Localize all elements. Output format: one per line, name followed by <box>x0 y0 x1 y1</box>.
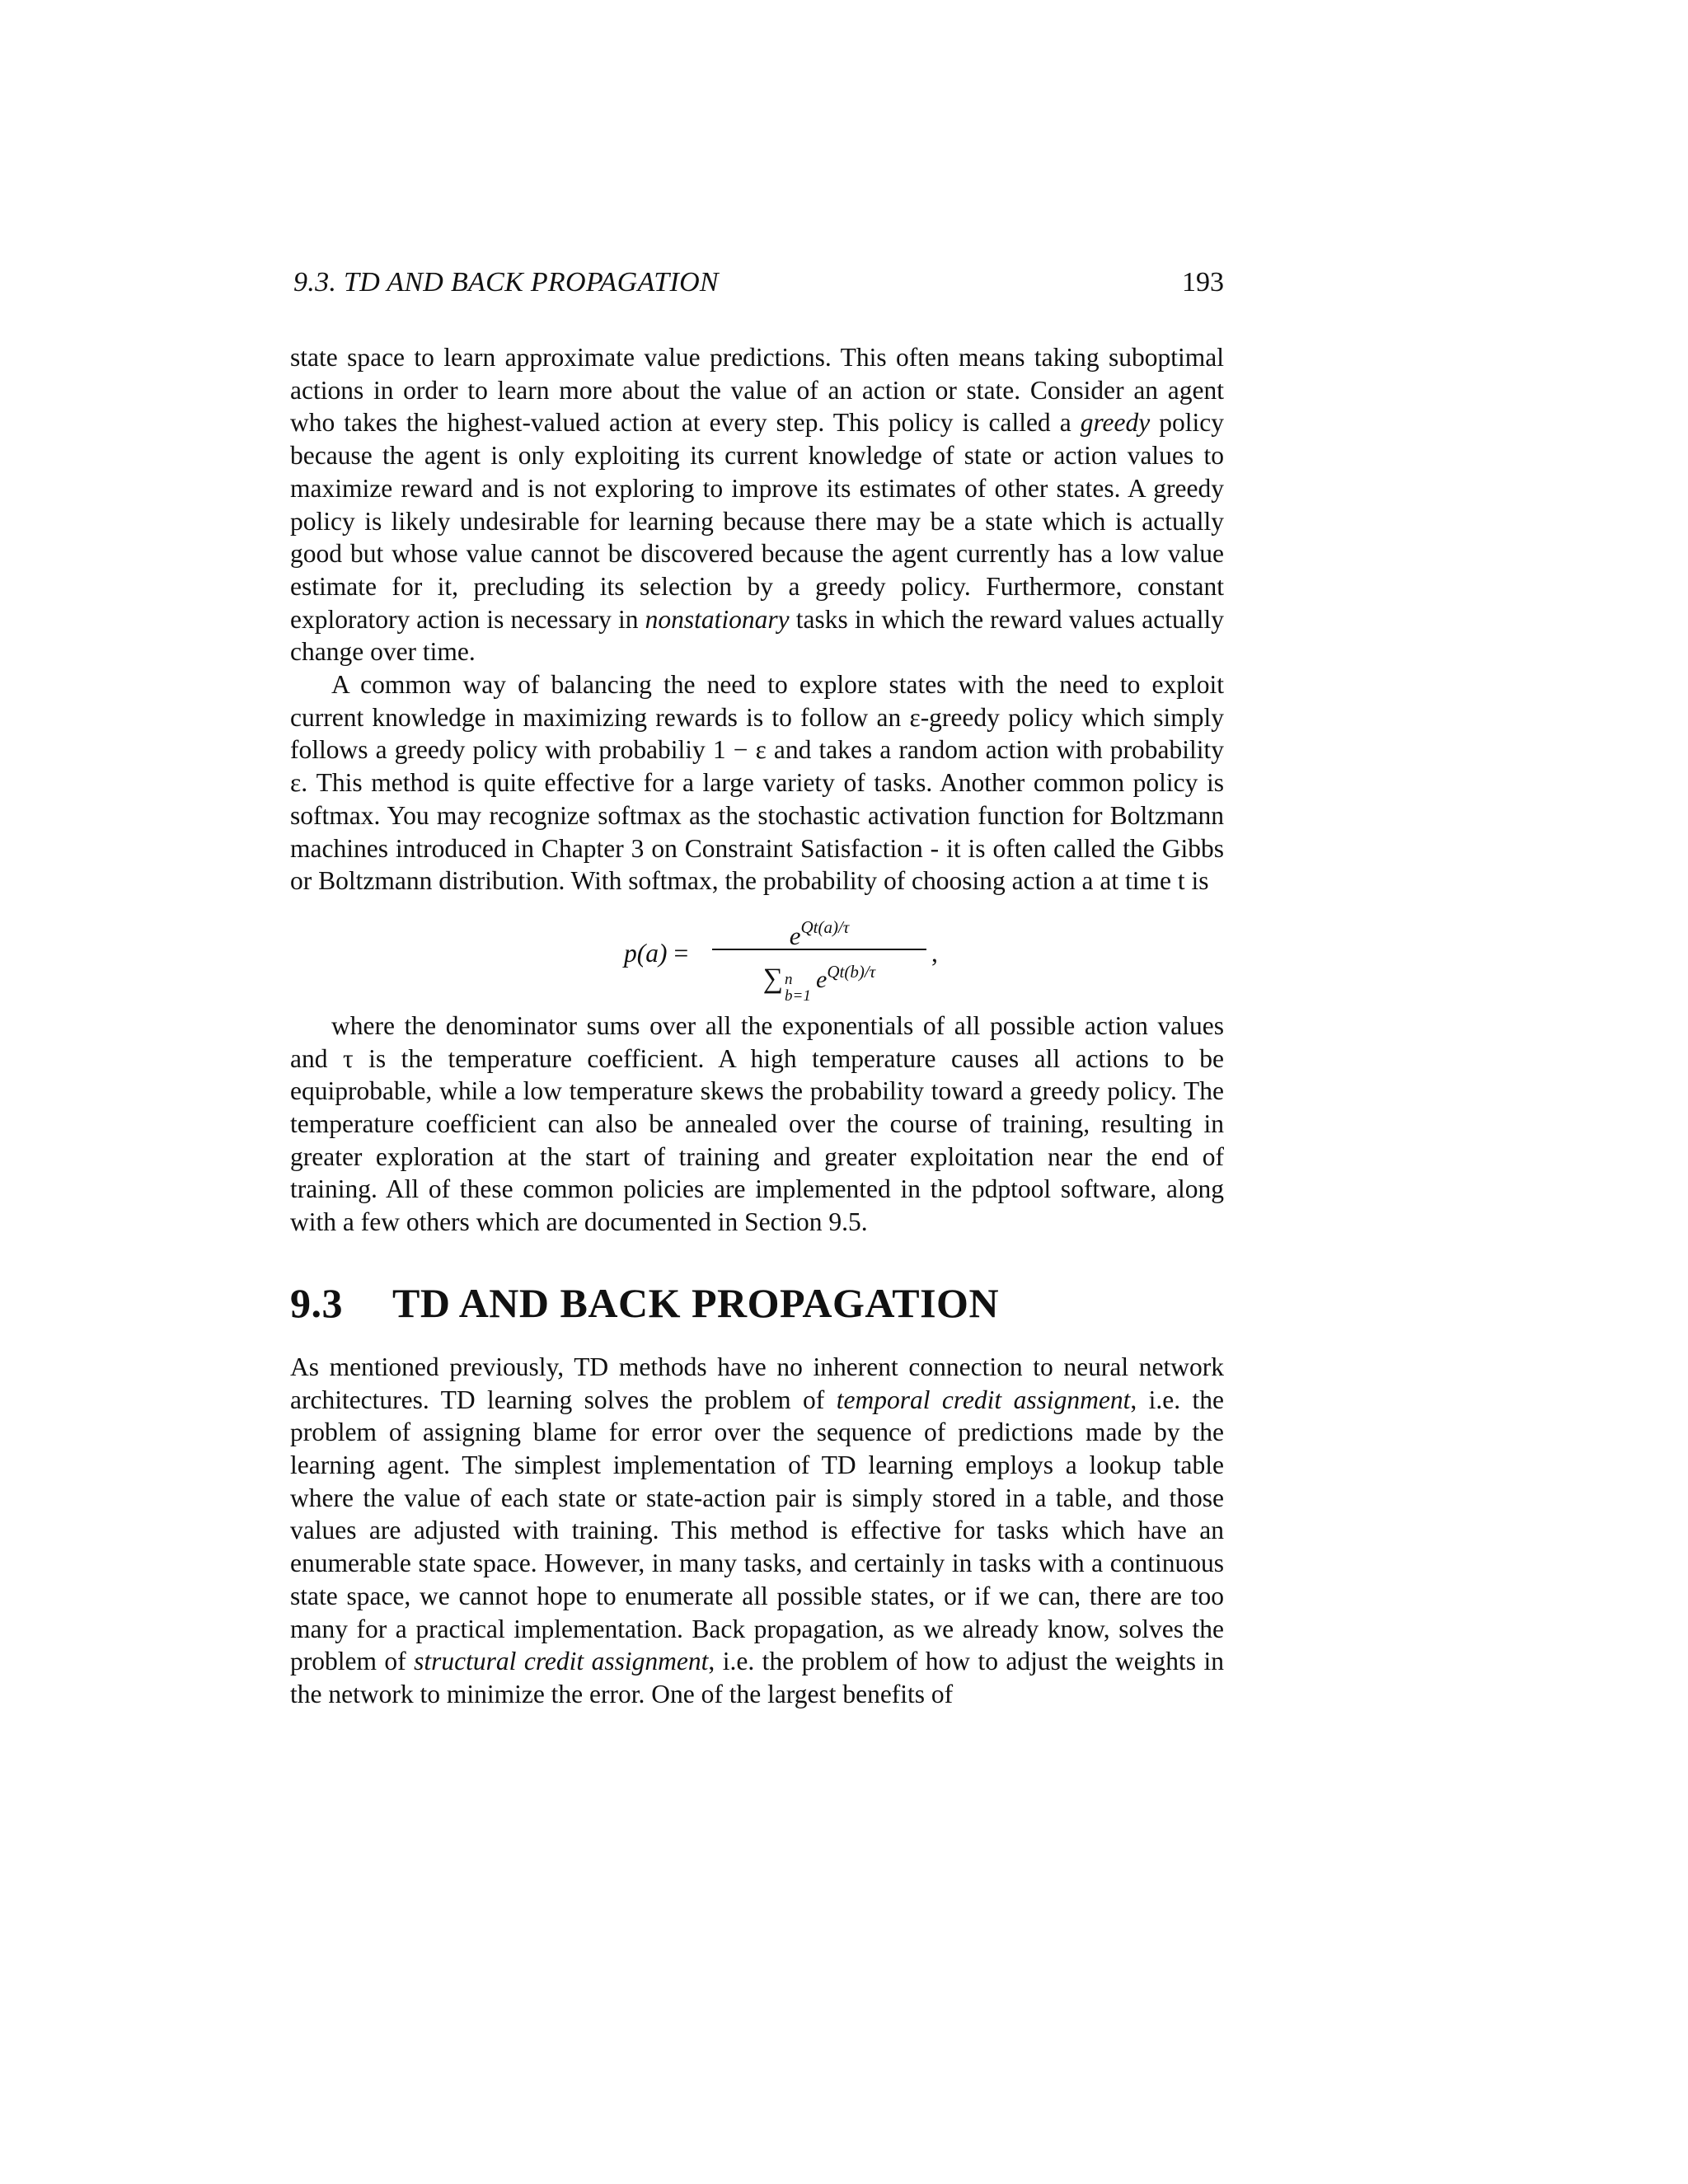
denominator-exponent: Qt(b)/τ <box>827 961 876 982</box>
paragraph-text: , i.e. the problem of how to adjust the weights in the network to minimize the error. One of the largest benefits of <box>290 1647 1225 1708</box>
paragraph-temperature <box>290 1010 1224 1239</box>
section-heading <box>290 1277 1224 1329</box>
emphasis-temporal-credit: temporal credit assignment <box>836 1385 1131 1414</box>
summation-symbol: ∑ <box>762 963 784 994</box>
paragraph-exploration <box>290 341 1224 668</box>
book-page <box>290 262 1224 1711</box>
denominator-term <box>816 961 876 993</box>
emphasis-greedy: greedy <box>1080 408 1151 438</box>
running-header <box>290 262 1224 303</box>
paragraph-text: A common way of balancing the need to explore states with the need to exploit current knowledge in maximizing rewards is to follow an ε-greedy policy which simply follows a greedy policy with probabiliy 1 − ε and takes a random action with probability ε. This method is quite effective for a large variety of tasks. Another common policy is softmax. You may recognize softmax as the stochastic activation function for Boltzmann machines introduced in Chapter 3 on Constraint Satisfaction - it is often called the Gibbs or Boltzmann distribution. With softmax, the probability of choosing action a at time t is <box>290 670 1224 896</box>
equation-lhs-term: p(a) <box>624 938 668 968</box>
emphasis-structural-credit: structural credit assignment <box>414 1647 709 1676</box>
fraction-bar <box>712 949 926 950</box>
running-title: 9.3. TD AND BACK PROPAGATION <box>293 267 719 298</box>
emphasis-nonstationary: nonstationary <box>645 604 790 634</box>
section-title: TD AND BACK PROPAGATION <box>392 1279 1000 1326</box>
body-text <box>290 341 1224 1711</box>
denominator-base: e <box>816 965 828 993</box>
paragraph-epsilon-greedy <box>290 668 1224 898</box>
paragraph-td-backprop <box>290 1351 1224 1711</box>
numerator-base: e <box>789 921 801 950</box>
numerator-exponent: Qt(a)/τ <box>800 916 850 937</box>
paragraph-text: tasks in which the reward values actually change over time. <box>290 604 1225 667</box>
paragraph-text: policy because the agent is only exploiting its current knowledge of state or action values to maximize reward and is not exploring to improve its estimates of other states. A greedy policy is likely undesirable for learning because there may be a state which is actually good but whose value cannot be discovered because the agent currently has a low value estimate for it, precluding its selection by a greedy policy. Furthermore, constant exploratory action is necessary in <box>290 408 1224 634</box>
summation-limits <box>783 963 816 1005</box>
summation-lower-limit: b=1 <box>785 987 811 1005</box>
page-number: 193 <box>1182 267 1224 298</box>
section-number: 9.3 <box>290 1279 343 1326</box>
paragraph-text: where the denominator sums over all the exponentials of all possible action values and τ is the temperature coefficient. A high temperature causes all actions to be equiprobable, while a low temperature skews the probability toward a greedy policy. The temperature coefficient can also be annealed over the course of training, resulting in greater exploration at the start of training and greater exploitation near the end of training. All of these common policies are implemented in the pdptool software, along with a few others which are documented in Section 9.5. <box>290 1010 1224 1237</box>
summation-upper-limit: n <box>785 971 793 989</box>
softmax-equation <box>290 909 1224 1006</box>
equation-denominator <box>712 954 926 1005</box>
equals-sign: = <box>673 938 689 968</box>
equation-lhs <box>624 939 688 968</box>
paragraph-text: state space to learn approximate value predictions. This often means taking suboptimal actions in order to learn more about the value of an action or state. Consider an agent who takes the highest-valued action at every step. This policy is called a <box>290 343 1224 438</box>
paragraph-text: , i.e. the problem of assigning blame for error over the sequence of predictions made by the learning agent. The simplest implementation of TD learning employs a lookup table where the value of each state or state-action pair is simply stored in a table, and those values are adjusted with training. This method is effective for tasks which have an enumerable state space. However, in many tasks, and certainly in tasks with a continuous state space, we cannot hope to enumerate all possible states, or if we can, there are too many for a practical implementation. Back propagation, as we already know, solves the problem of <box>290 1385 1225 1676</box>
equation-comma: , <box>931 938 938 968</box>
equation-fraction <box>712 909 926 1005</box>
equation-numerator <box>712 909 926 950</box>
paragraph-text: As mentioned previously, TD methods have no inherent connection to neural network architectures. TD learning solves the problem of <box>290 1352 1224 1414</box>
